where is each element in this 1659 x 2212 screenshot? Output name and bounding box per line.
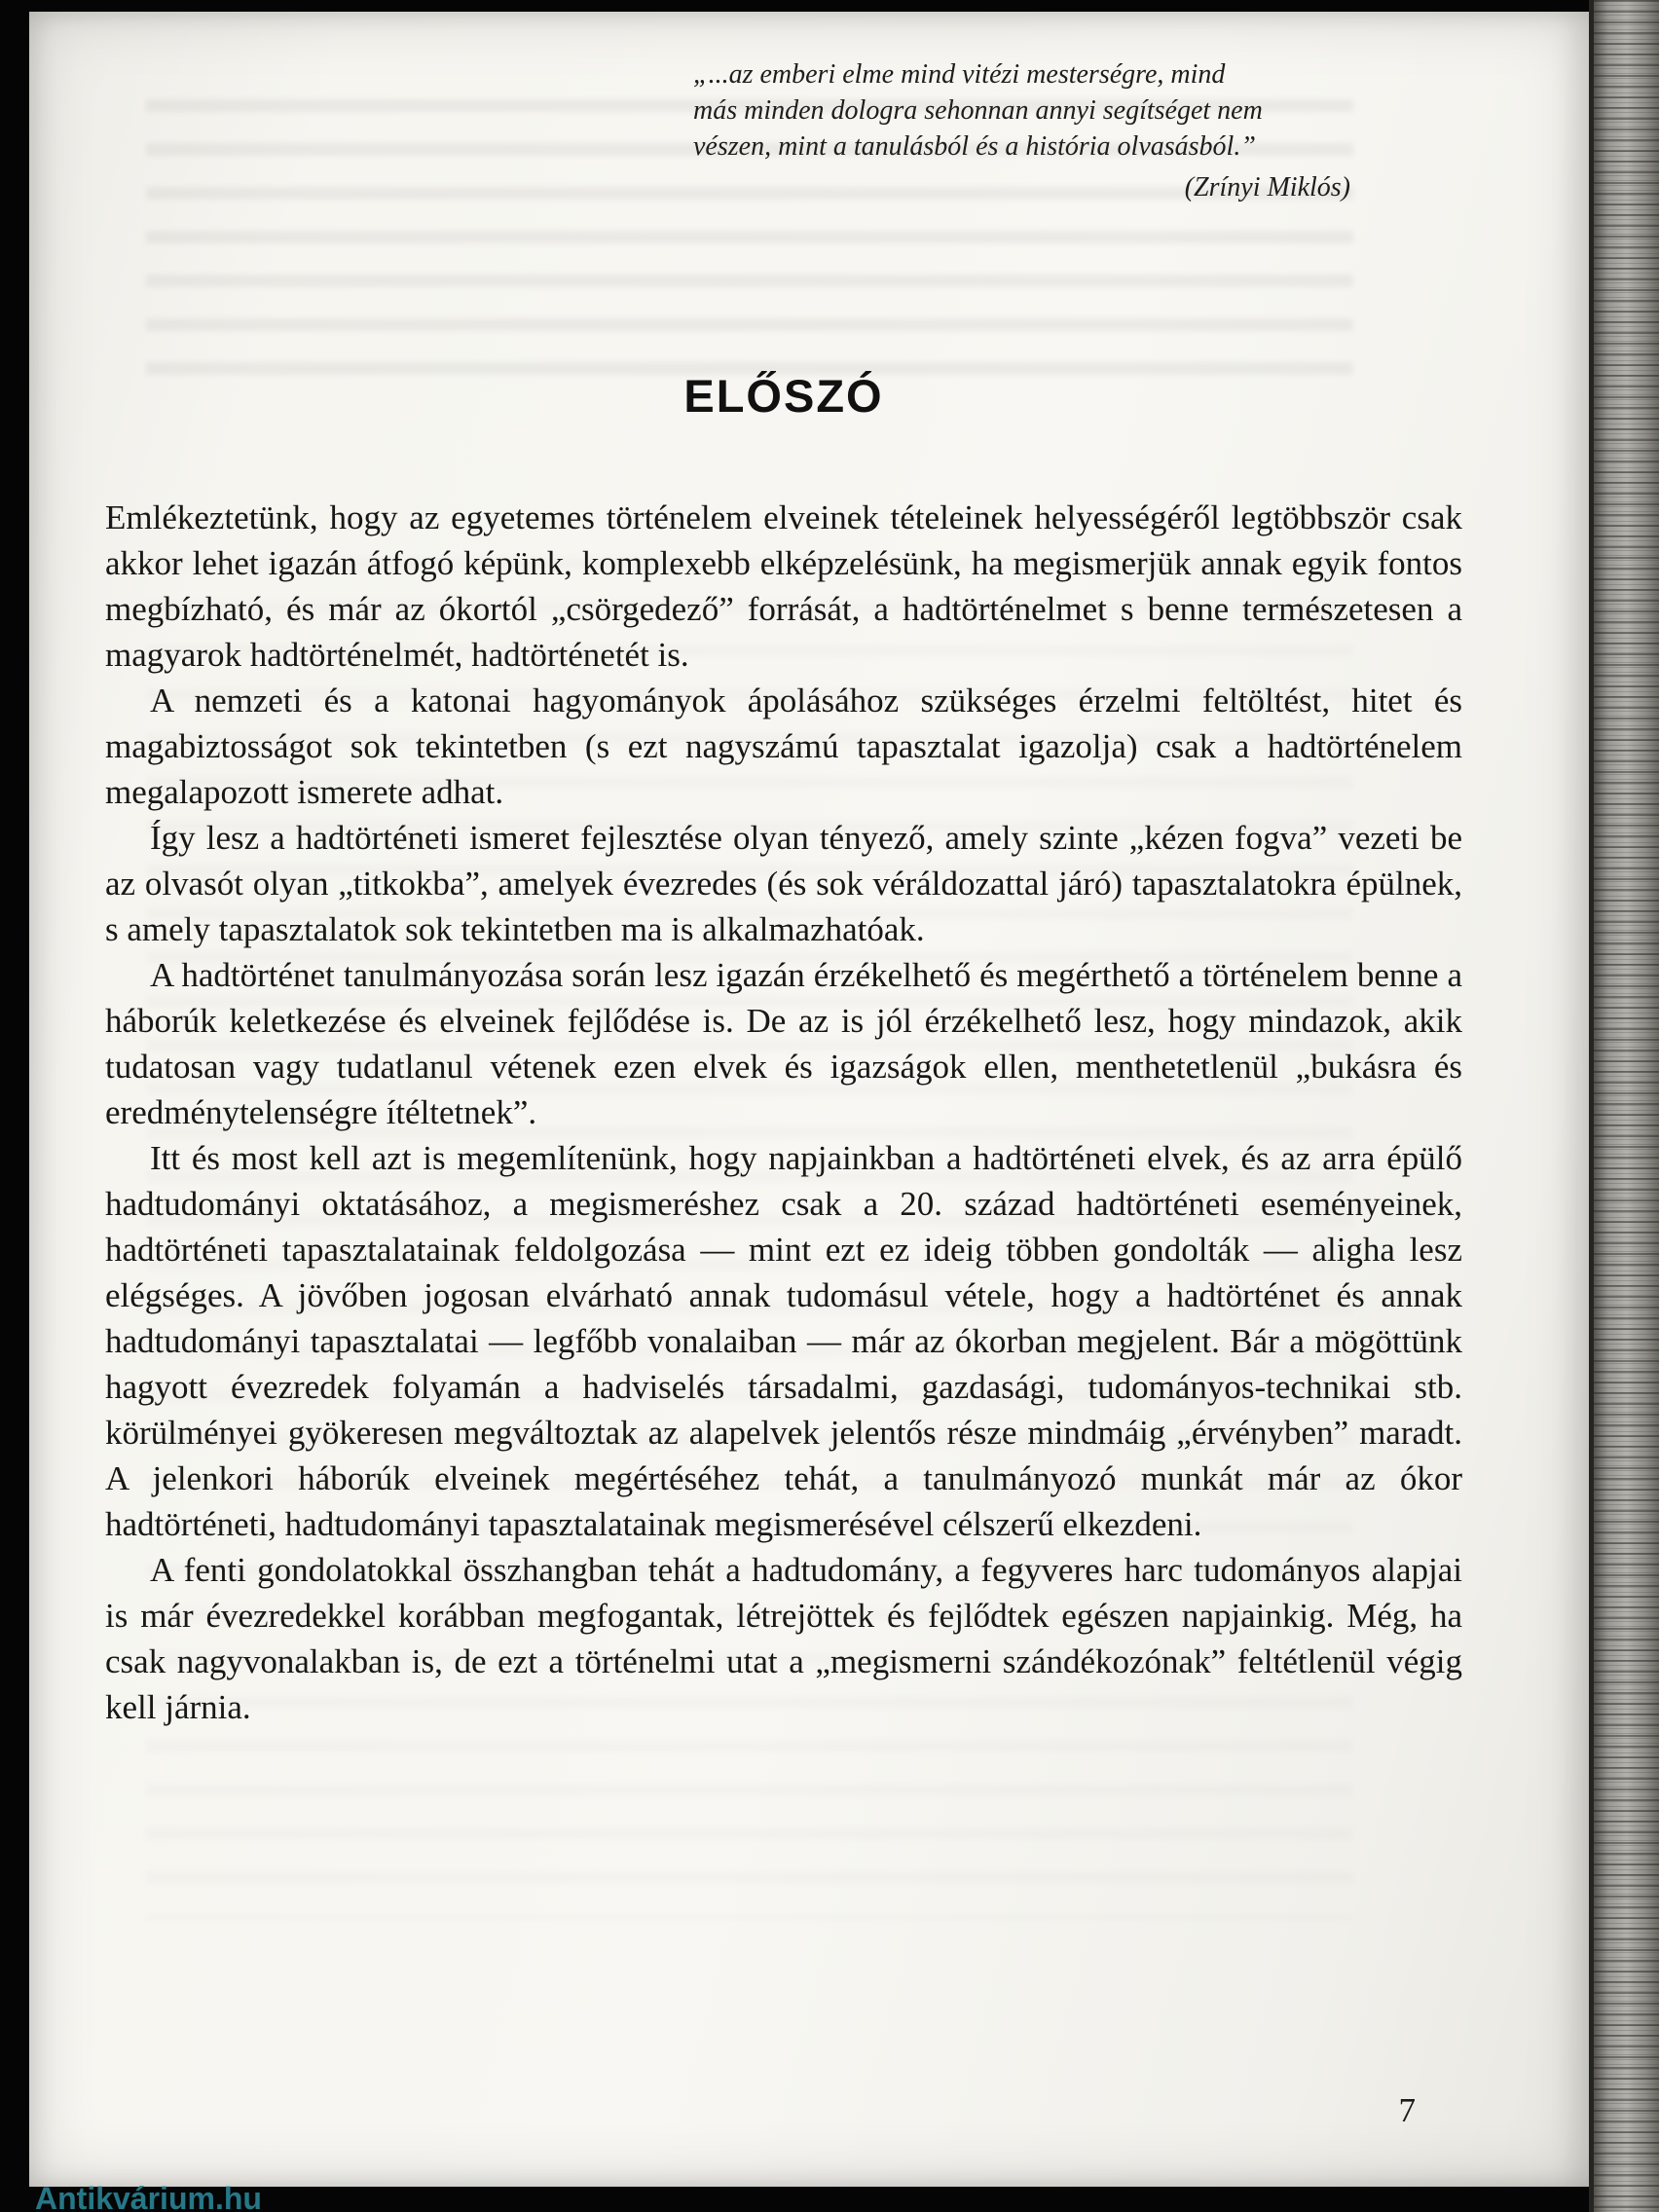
- epigraph-attribution: (Zrínyi Miklós): [1184, 172, 1350, 203]
- paragraph: Így lesz a hadtörténeti ismeret fejlesztése olyan tényező, amely szinte „kézen fogva” vezeti be az olvasót olyan „titkokba”, amelyek évezredes (és sok véráldozattal járó) tapasztalatokra épülnek, s amely tapasztalatok sok tekintetben ma is alkalmazhatóak.: [105, 819, 1462, 948]
- book-fore-edge: [1589, 0, 1659, 2212]
- page-content: [105, 12, 1462, 1730]
- paragraph: A nemzeti és a katonai hagyományok ápolásához szükséges érzelmi feltöltést, hitet és magabiztosságot sok tekintetben (s ezt nagyszámú tapasztalat igazolja) csak a hadtörténelem megalapozott ismerete adhat.: [105, 682, 1462, 811]
- body-text: [105, 495, 1462, 1730]
- book-page: [29, 12, 1589, 2187]
- epigraph-line: vészen, mint a tanulásból és a história olvasásból.”: [693, 131, 1256, 162]
- epigraph-line: más minden dologra sehonnan annyi segítséget nem: [693, 95, 1263, 126]
- epigraph: [693, 56, 1462, 205]
- paragraph: A fenti gondolatokkal összhangban tehát a hadtudomány, a fegyveres harc tudományos alapjai is már évezredekkel korábban megfogantak, létrejöttek és fejlődtek egészen napjainkig. Még, ha csak nagyvonalakban is, de ezt a történelmi utat a „megismerni szándékozónak” feltétlenül végig kell járnia.: [105, 1551, 1462, 1726]
- epigraph-line: „...az emberi elme mind vitézi mesterségre, mind: [693, 59, 1226, 90]
- paragraph: A hadtörténet tanulmányozása során lesz igazán érzékelhető és megérthető a történelem benne a háborúk keletkezése és elveinek fejlődése is. De az is jól érzékelhető lesz, hogy mindazok, akik tudatosan vagy tudatlanul vétenek ezen elvek és igazságok ellen, menthetetlenül „bukásra és eredménytelenségre ítéltetnek”.: [105, 956, 1462, 1131]
- antikvarium-watermark: Antikvárium.hu: [35, 2181, 262, 2212]
- page-number: 7: [1398, 2091, 1416, 2129]
- paragraph: Itt és most kell azt is megemlítenünk, hogy napjainkban a hadtörténeti elvek, és az arra épülő hadtudományi oktatásához, a megismeréshez csak a 20. század hadtörténeti eseményeinek, hadtörténeti tapasztalatainak feldolgozása — mint ezt ez ideig többen gondolták — aligha lesz elégséges. A jövőben jogosan elvárható annak tudomásul vétele, hogy a hadtörténet és annak hadtudományi tapasztalatai — legfőbb vonalaiban — már az ókorban megjelent. Bár a mögöttünk hagyott évezredek folyamán a hadviselés társadalmi, gazdasági, tudományos-technikai stb. körülményei gyökeresen megváltoztak az alapelvek jelentős része mindmáig „érvényben” maradt. A jelenkori háborúk elveinek megértéséhez tehát, a tanulmányozó munkát már az ókor hadtörténeti, hadtudományi tapasztalatainak megismerésével célszerű elkezdeni.: [105, 1139, 1462, 1543]
- page-title: ELŐSZÓ: [683, 370, 884, 422]
- paragraph: Emlékeztetünk, hogy az egyetemes történelem elveinek tételeinek helyességéről legtöbbször csak akkor lehet igazán átfogó képünk, komplexebb elképzelésünk, ha megismerjük annak egyik fontos megbízható, és már az ókortól „csörgedező” forrását, a hadtörténelmet s benne természetesen a magyarok hadtörténelmét, hadtörténetét is.: [105, 498, 1462, 674]
